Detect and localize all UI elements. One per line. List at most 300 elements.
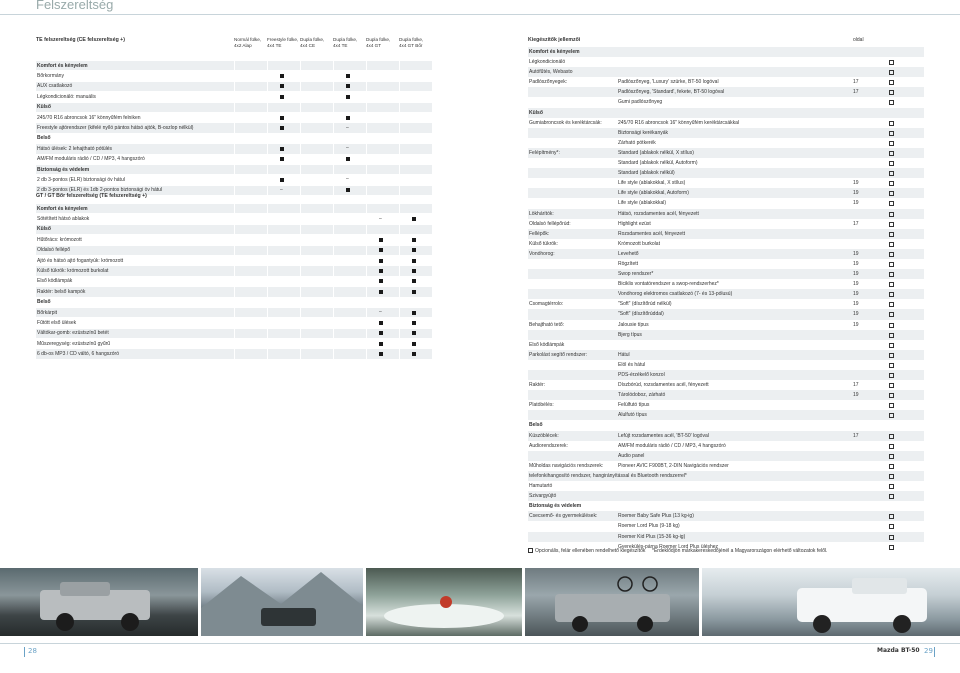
table-cell (399, 298, 431, 307)
table-cell (267, 175, 299, 184)
optional-checkbox-icon (889, 70, 894, 75)
table-cell (366, 246, 398, 255)
accessory-item: Elöl és hátul (618, 361, 646, 368)
optional-checkbox-icon (889, 484, 894, 489)
table-row (36, 175, 432, 185)
accessory-row (528, 87, 924, 97)
row-label: Oldalsó fellépő (37, 247, 71, 254)
table-cell (234, 82, 266, 91)
table-cell (300, 277, 332, 286)
optional-checkbox-icon (889, 323, 894, 328)
table-row (36, 277, 432, 287)
accessory-row (528, 219, 924, 229)
table-cell (267, 144, 299, 153)
brand-label: Mazda BT-50 (877, 647, 920, 654)
table-cell (300, 235, 332, 244)
accessory-category: Fellépők: (529, 230, 550, 237)
accessory-item: Life style (ablakokkal, Autoform) (618, 190, 689, 197)
optional-checkbox-icon (889, 524, 894, 529)
accessory-row (528, 239, 924, 249)
table-cell (267, 92, 299, 101)
table-cell (267, 298, 299, 307)
table-cell (267, 113, 299, 122)
accessory-item: "Soft" (díszítőrúd nélkül) (618, 301, 672, 308)
table-row (36, 287, 432, 297)
table-cell (234, 225, 266, 234)
accessory-page: 19 (853, 200, 859, 207)
optional-checkbox-icon (889, 292, 894, 297)
row-label: Hátsó ülések: 2 lehajtható pótülés (37, 145, 113, 152)
table-cell (267, 329, 299, 338)
table-cell (267, 277, 299, 286)
table-cell (234, 329, 266, 338)
included-mark-icon (412, 290, 416, 294)
row-label: Sötétített hátsó ablakok (37, 215, 90, 222)
page-number-left: 28 (28, 647, 37, 655)
table-cell (399, 329, 431, 338)
top-rule (0, 14, 960, 15)
table-cell (300, 266, 332, 275)
photo-river-rafting (366, 568, 522, 636)
optional-checkbox-icon (889, 161, 894, 166)
table-cell (399, 165, 431, 174)
row-cells (234, 144, 432, 153)
accessory-row (528, 491, 924, 501)
table-row (36, 113, 432, 123)
accessory-row (528, 148, 924, 158)
row-cells (234, 246, 432, 255)
water-icon (366, 568, 522, 636)
row-cells (234, 82, 432, 91)
row-cells (234, 92, 432, 101)
accessory-item: Padlószőnyeg, 'Luxury' szürke, BT-50 logóval (618, 79, 719, 86)
table-cell (234, 349, 266, 358)
accessory-category: Biztonság és védelem (529, 503, 582, 510)
included-mark-icon (346, 74, 350, 78)
table-cell (399, 134, 431, 143)
te-equipment-table (36, 36, 432, 196)
table-cell (366, 277, 398, 286)
included-mark-icon (379, 342, 383, 346)
accessory-item: Lefújt rozsdamentes acél, 'BT-50' logóval (618, 432, 709, 439)
row-cells (234, 298, 432, 307)
table-cell (267, 204, 299, 213)
table-cell (399, 256, 431, 265)
row-cells (234, 155, 432, 164)
accessory-category: Külső (529, 109, 543, 116)
table-cell (333, 144, 365, 153)
table-cell (333, 165, 365, 174)
accessory-row (528, 138, 924, 148)
included-mark-icon (379, 238, 383, 242)
accessory-row (528, 299, 924, 309)
table-cell (333, 123, 365, 132)
row-label: Műszeregység: ezüstszínű gyűrű (37, 340, 111, 347)
accessory-row (528, 67, 924, 77)
included-mark-icon (379, 331, 383, 335)
row-cells (234, 318, 432, 327)
accessory-category: Szivargyújtó (529, 493, 557, 500)
gt-table-body (36, 204, 432, 360)
table-cell (366, 266, 398, 275)
accessory-item: Hátul (618, 351, 630, 358)
accessory-page: 17 (853, 89, 859, 96)
row-cells (234, 339, 432, 348)
accessory-item: Felülfutó típus (618, 402, 650, 409)
accessory-row (528, 350, 924, 360)
row-label: AM/FM moduláris rádió / CD / MP3, 4 hangszóró (37, 156, 145, 163)
table-cell (333, 204, 365, 213)
table-cell (267, 318, 299, 327)
included-mark-icon (280, 74, 284, 78)
table-cell (333, 71, 365, 80)
accessory-category: Első ködlámpák (529, 341, 565, 348)
included-mark-icon (280, 126, 284, 130)
table-cell (300, 318, 332, 327)
optional-checkbox-icon (889, 262, 894, 267)
table-cell (234, 235, 266, 244)
optional-checkbox-icon (889, 413, 894, 418)
accessory-row (528, 330, 924, 340)
accessory-item: AM/FM moduláris rádió / CD / MP3, 4 hangszóró (618, 442, 726, 449)
table-cell (333, 225, 365, 234)
accessory-item: Biciklis vontatórendszer a swop-rendszerhez* (618, 281, 719, 288)
table-cell (366, 318, 398, 327)
table-cell (366, 103, 398, 112)
optional-checkbox-icon (889, 171, 894, 176)
accessory-item: Gyerekülés-párna Roemer Lord Plus üléshez (618, 543, 719, 550)
included-mark-icon (412, 321, 416, 325)
footnote-optional (528, 548, 645, 554)
accessory-item: Life style (ablakokkal) (618, 200, 667, 207)
photo-pickup-bicycle (525, 568, 699, 636)
table-cell (333, 298, 365, 307)
table-cell (399, 235, 431, 244)
row-cells (234, 165, 432, 174)
optional-checkbox-icon (889, 141, 894, 146)
table-cell (399, 214, 431, 223)
accessory-category: Lökhárítók: (529, 210, 554, 217)
accessory-category: Platóbélés: (529, 402, 554, 409)
table-cell (234, 155, 266, 164)
accessory-category: telefonkihangosító rendszer, hangirányítással és Bluetooth rendszerrel* (529, 472, 687, 479)
accessory-row (528, 380, 924, 390)
optional-checkbox-icon (889, 535, 894, 540)
accessory-item: Roemer Kid Plus (15-36 kg-ig) (618, 533, 686, 540)
accessory-item: Zárható pótkerék (618, 139, 656, 146)
included-mark-icon (280, 178, 284, 182)
accessory-category: Hamutartó (529, 483, 553, 490)
table-cell (333, 155, 365, 164)
table-cell (300, 298, 332, 307)
pickup-bike-icon (525, 568, 699, 636)
accessory-page: 19 (853, 291, 859, 298)
table-cell (399, 155, 431, 164)
accessory-category: Padlószőnyegek: (529, 79, 568, 86)
table-cell (399, 246, 431, 255)
accessory-row (528, 360, 924, 370)
table-cell (300, 308, 332, 317)
table-cell (333, 175, 365, 184)
accessories-table (528, 36, 924, 552)
photo-strip (0, 568, 960, 636)
table-cell (300, 71, 332, 80)
included-mark-icon (379, 290, 383, 294)
table-cell (234, 92, 266, 101)
row-cells (234, 134, 432, 143)
accessory-item: Life style (ablakokkal, X stílus) (618, 180, 686, 187)
table-cell (366, 155, 398, 164)
row-label: Hűtőrács: krómozott (37, 236, 82, 243)
accessory-item: 245/70 R16 abroncsok 16" könnyűfém keréktárcsákkal (618, 119, 740, 126)
table-cell (300, 204, 332, 213)
accessory-category: Csecsemő- és gyermekülések: (529, 513, 598, 520)
accessory-page: 19 (853, 190, 859, 197)
row-label: 6 db-os MP3 / CD váltó, 6 hangszóró (37, 351, 119, 358)
included-mark-icon (412, 342, 416, 346)
optional-checkbox-icon (889, 232, 894, 237)
table-cell (333, 339, 365, 348)
table-cell (267, 225, 299, 234)
optional-checkbox-icon (889, 312, 894, 317)
table-cell (267, 123, 299, 132)
accessory-row (528, 340, 924, 350)
optional-checkbox-icon (889, 121, 894, 126)
accessory-page: 19 (853, 321, 859, 328)
accessory-item: PDS-érzékelő konzol (618, 372, 665, 378)
table-row (36, 82, 432, 92)
included-mark-icon (412, 331, 416, 335)
accessory-row (528, 511, 924, 521)
accessory-row (528, 77, 924, 87)
accessory-category: Autófűtés, Webasto (529, 69, 573, 76)
accessory-row (528, 289, 924, 299)
accessory-category: Felépítmény*: (529, 149, 560, 156)
accessory-item: Standard (ablakok nélkül, Autoform) (618, 160, 698, 167)
included-mark-icon (412, 238, 416, 242)
included-mark-icon (379, 269, 383, 273)
optional-checkbox-icon (889, 514, 894, 519)
optional-checkbox-icon (889, 302, 894, 307)
gt-table-title: GT / GT Bőr felszereltség (TE felszereltség +) (36, 193, 147, 199)
table-row (36, 256, 432, 266)
table-cell (366, 165, 398, 174)
checkbox-icon (528, 548, 533, 553)
table-cell (300, 225, 332, 234)
included-mark-icon (379, 352, 383, 356)
gt-equipment-table (36, 192, 432, 360)
table-cell (267, 256, 299, 265)
table-row (36, 318, 432, 328)
table-cell (267, 71, 299, 80)
accessory-row (528, 209, 924, 219)
table-cell (267, 308, 299, 317)
table-cell (234, 308, 266, 317)
optional-checkbox-icon (889, 474, 894, 479)
col-header-5: Dupla fülke, 4x4 GT (366, 37, 391, 48)
table-cell (300, 329, 332, 338)
accessory-page: 19 (853, 180, 859, 187)
section-row (36, 103, 432, 113)
table-cell (267, 214, 299, 223)
table-cell (300, 155, 332, 164)
table-cell (333, 214, 365, 223)
not-available-mark: – (346, 176, 349, 183)
table-row (36, 266, 432, 276)
accessory-page: 19 (853, 250, 859, 257)
table-row (36, 246, 432, 256)
optional-checkbox-icon (889, 60, 894, 65)
accessory-row (528, 259, 924, 269)
table-cell (366, 123, 398, 132)
table-cell (234, 298, 266, 307)
accessory-row (528, 471, 924, 481)
row-label: Komfort és kényelem (37, 62, 88, 69)
not-available-mark: – (346, 145, 349, 152)
table-cell (300, 82, 332, 91)
optional-checkbox-icon (889, 212, 894, 217)
included-mark-icon (280, 116, 284, 120)
table-cell (366, 349, 398, 358)
page-number-right: 29 (924, 647, 933, 655)
accessory-row (528, 168, 924, 178)
row-cells (234, 287, 432, 296)
optional-checkbox-icon (889, 282, 894, 287)
included-mark-icon (379, 259, 383, 263)
table-cell (399, 123, 431, 132)
optional-checkbox-icon (889, 373, 894, 378)
table-cell (300, 103, 332, 112)
row-label: AUX csatlakozó (37, 83, 73, 90)
row-label: Bőrkormány (37, 72, 64, 79)
page-col-header: oldal (853, 37, 864, 43)
accessory-item: Roemer Lord Plus (9-18 kg) (618, 523, 680, 530)
table-cell (366, 92, 398, 101)
row-cells (234, 277, 432, 286)
table-cell (267, 165, 299, 174)
row-cells (234, 61, 432, 70)
table-row (36, 349, 432, 359)
accessory-item: Rögzített (618, 260, 639, 267)
col-header-2: Freestyle fülke, 4x4 TE (267, 37, 299, 48)
table-cell (366, 82, 398, 91)
optional-checkbox-icon (889, 383, 894, 388)
table-cell (300, 246, 332, 255)
table-cell (234, 71, 266, 80)
te-table-title: TE felszereltség (CE felszereltség +) (36, 37, 125, 43)
optional-checkbox-icon (889, 252, 894, 257)
included-mark-icon (412, 248, 416, 252)
table-cell (267, 103, 299, 112)
row-cells (234, 113, 432, 122)
table-row (36, 92, 432, 102)
table-row (36, 123, 432, 133)
not-available-mark: – (346, 124, 349, 131)
table-cell (300, 175, 332, 184)
table-row (36, 339, 432, 349)
table-cell (234, 318, 266, 327)
table-cell (300, 92, 332, 101)
included-mark-icon (379, 248, 383, 252)
included-mark-icon (280, 157, 284, 161)
table-cell (234, 61, 266, 70)
section-row (528, 420, 924, 430)
accessory-row (528, 198, 924, 208)
table-cell (366, 308, 398, 317)
table-cell (300, 214, 332, 223)
accessory-item: Rozsdamentes acél, fényezett (618, 230, 685, 237)
accessory-row (528, 481, 924, 491)
table-cell (267, 61, 299, 70)
accessory-page: 17 (853, 382, 859, 389)
accessory-item: Audio panel (618, 452, 645, 459)
accessory-page: 19 (853, 281, 859, 288)
optional-checkbox-icon (889, 80, 894, 85)
table-cell (333, 82, 365, 91)
table-cell (300, 61, 332, 70)
row-label: Külső (37, 226, 51, 233)
optional-checkbox-icon (889, 454, 894, 459)
table-cell (267, 235, 299, 244)
included-mark-icon (412, 269, 416, 273)
accessory-page: 17 (853, 220, 859, 227)
section-row (36, 225, 432, 235)
included-mark-icon (346, 116, 350, 120)
mountain-icon (201, 568, 363, 636)
table-cell (234, 266, 266, 275)
row-label: 2 db 3-pontos (ELR) biztonsági öv hátul (37, 176, 125, 183)
col-header-1: Normál fülke, 4x2 Alap (234, 37, 262, 48)
included-mark-icon (412, 279, 416, 283)
accessories-body (528, 47, 924, 552)
table-cell (333, 329, 365, 338)
accessory-category: Gumiabroncsok és keréktárcsák: (529, 119, 602, 126)
row-label: Külső (37, 104, 51, 111)
table-cell (399, 82, 431, 91)
table-cell (267, 155, 299, 164)
accessory-category: Behajtható tető: (529, 321, 565, 328)
table-cell (399, 204, 431, 213)
included-mark-icon (346, 157, 350, 161)
table-cell (366, 235, 398, 244)
table-cell (366, 71, 398, 80)
row-label: Ajtó és hátsó ajtó fogantyúk: krómozott (37, 257, 124, 264)
section-row (36, 165, 432, 175)
table-cell (267, 246, 299, 255)
row-label: Belső (37, 299, 51, 306)
accessory-item: Hátsó, rozsdamentes acél, fényezett (618, 210, 699, 217)
table-cell (300, 144, 332, 153)
bottom-rule (0, 643, 960, 644)
table-cell (267, 349, 299, 358)
accessory-item: Standard (ablakok nélkül) (618, 170, 675, 177)
section-row (528, 47, 924, 57)
accessory-item: Biztonsági kerékanyák (618, 129, 669, 136)
table-cell (366, 339, 398, 348)
optional-checkbox-icon (889, 272, 894, 277)
optional-checkbox-icon (889, 333, 894, 338)
accessory-row (528, 128, 924, 138)
table-cell (399, 144, 431, 153)
photo-pickup-white (702, 568, 960, 636)
accessory-row (528, 97, 924, 107)
included-mark-icon (412, 217, 416, 221)
table-cell (399, 287, 431, 296)
table-cell (333, 277, 365, 286)
accessory-row (528, 441, 924, 451)
not-available-mark: – (379, 215, 382, 222)
accessory-category: Audiorendszerek: (529, 442, 568, 449)
